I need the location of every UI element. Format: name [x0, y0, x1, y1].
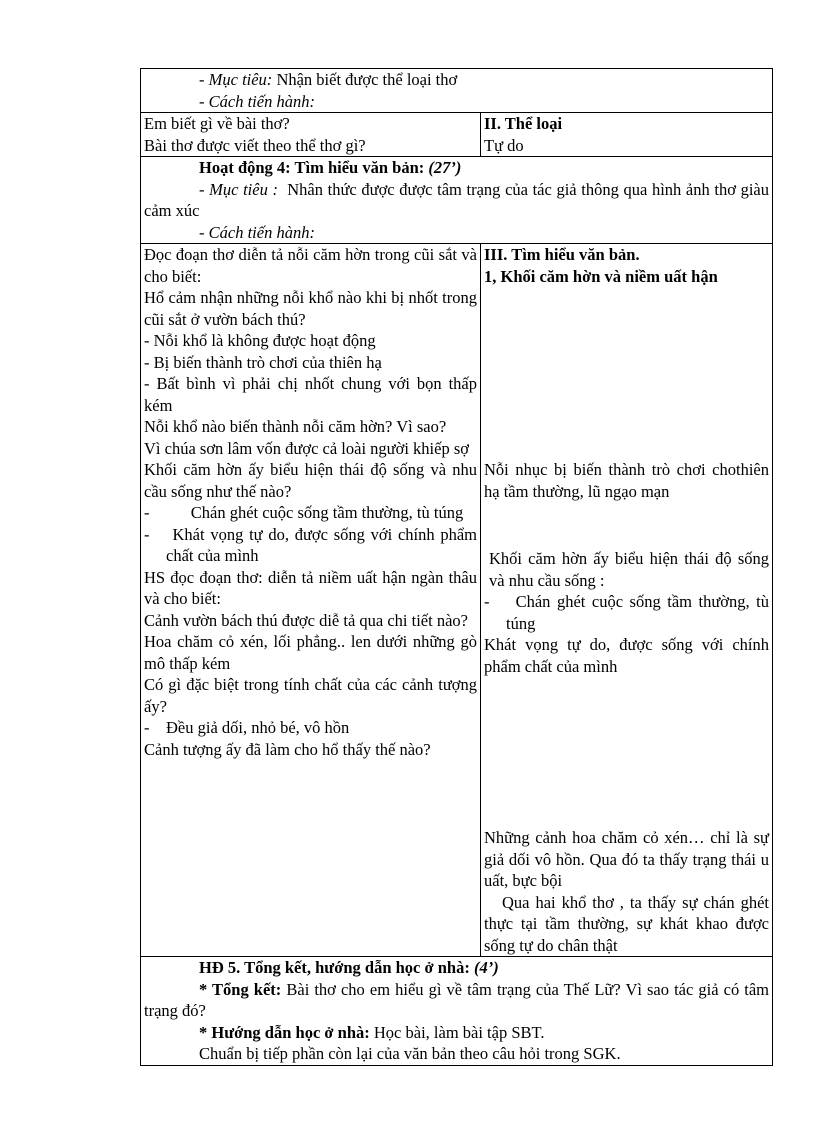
homework-line: * Hướng dẫn học ở nhà: Học bài, làm bài tập SBT. — [199, 1022, 545, 1042]
section-heading: III. Tìm hiểu văn bản. — [484, 245, 640, 264]
left-paragraph: - Bất bình vì phải chị nhốt chung với bọn thấp kém — [144, 374, 477, 415]
left-paragraph: - Nỗi khổ là không được hoạt động — [144, 331, 376, 350]
left-paragraph: Nỗi khổ nào biến thành nỗi căm hờn? Vì sao? — [144, 417, 447, 436]
genre-answer: Tự do — [484, 135, 524, 155]
left-paragraph: Hổ cảm nhận những nỗi khổ nào khi bị nhốt trong cũi sắt ở vườn bách thú? — [144, 288, 477, 329]
analysis-row — [141, 244, 773, 957]
method-line: - Cách tiến hành: — [199, 91, 315, 111]
genre-row — [141, 113, 773, 157]
activity4-title: Hoạt động 4: Tìm hiểu văn bản: (27’) — [199, 158, 462, 177]
hd5-row — [141, 957, 773, 1066]
activity4-objective: - Mục tiêu : Nhân thức được được tâm trạng của tác giả thông qua hình ảnh thơ giàu cảm xúc — [144, 179, 769, 220]
right-paragraph: Khối căm hờn ấy biểu hiện thái độ sống và nhu cầu sống : — [489, 549, 769, 590]
left-bullet: - Khát vọng tự do, được sống với chính phẩm chất của mình — [144, 524, 478, 565]
right-paragraph: Qua hai khổ thơ , ta thấy sự chán ghét thực tại tầm thường, sự khát khao được sống tự do chân thật — [484, 892, 769, 955]
genre-question-1: Em biết gì về bài thơ? — [144, 114, 290, 133]
objective-row — [141, 69, 773, 113]
subsection-heading: 1, Khối căm hờn và niềm uất hận — [484, 266, 718, 286]
activity4-method: - Cách tiến hành: — [199, 222, 315, 242]
left-paragraph: HS đọc đoạn thơ: diễn tả niềm uất hận ngàn thâu và cho biết: — [144, 567, 477, 608]
left-paragraph: - Bị biến thành trò chơi của thiên hạ — [144, 352, 382, 372]
left-paragraph: Vì chúa sơn lâm vốn được cả loài người khiếp sợ — [144, 438, 469, 458]
right-paragraph: Những cảnh hoa chăm cỏ xén… chỉ là sự giả dối vô hồn. Qua đó ta thấy trạng thái u uất, bực bội — [484, 828, 769, 890]
preparation-line: Chuẩn bị tiếp phần còn lại của văn bản theo câu hỏi trong SGK. — [199, 1044, 621, 1063]
genre-question-2: Bài thơ được viết theo thể thơ gì? — [144, 135, 366, 155]
objective-line: - Mục tiêu: Nhận biết được thể loại thơ — [199, 70, 458, 89]
genre-heading: II. Thể loại — [484, 114, 563, 133]
left-bullet: - Đều giả dối, nhỏ bé, vô hồn — [144, 718, 350, 737]
left-paragraph: Hoa chăm cỏ xén, lối phẳng.. len dưới những gò mô thấp kém — [144, 632, 477, 673]
lesson-plan-page — [140, 68, 772, 1066]
hd5-title: HĐ 5. Tổng kết, hướng dẫn học ở nhà: (4’) — [199, 958, 499, 977]
summary-line: * Tổng kết: Bài thơ cho em hiểu gì về tâm trạng của Thế Lữ? Vì sao tác giả có tâm trạng đó? — [144, 979, 770, 1020]
left-paragraph: Cảnh vườn bách thú được diễ tả qua chi tiết nào? — [144, 610, 468, 630]
activity4-row — [141, 157, 773, 244]
left-paragraph: Có gì đặc biệt trong tính chất của các cảnh tượng ấy? — [144, 675, 477, 716]
right-bullet: - Chán ghét cuộc sống tầm thường, tù túng — [484, 592, 769, 633]
right-paragraph: Nỗi nhục bị biến thành trò chơi chothiên hạ tầm thường, lũ ngạo mạn — [484, 460, 769, 501]
lesson-table — [140, 68, 773, 1066]
left-bullet: - Chán ghét cuộc sống tầm thường, tù túng — [144, 503, 464, 522]
left-paragraph: Khối căm hờn ấy biểu hiện thái độ sống và nhu cầu sống như thế nào? — [144, 460, 477, 501]
right-paragraph: Khát vọng tự do, được sống với chính phẩm chất của mình — [484, 635, 769, 676]
left-paragraph: Cảnh tượng ấy đã làm cho hổ thấy thế nào? — [144, 739, 431, 759]
left-paragraph: Đọc đoạn thơ diễn tả nỗi căm hờn trong cũi sắt và cho biết: — [144, 245, 477, 286]
